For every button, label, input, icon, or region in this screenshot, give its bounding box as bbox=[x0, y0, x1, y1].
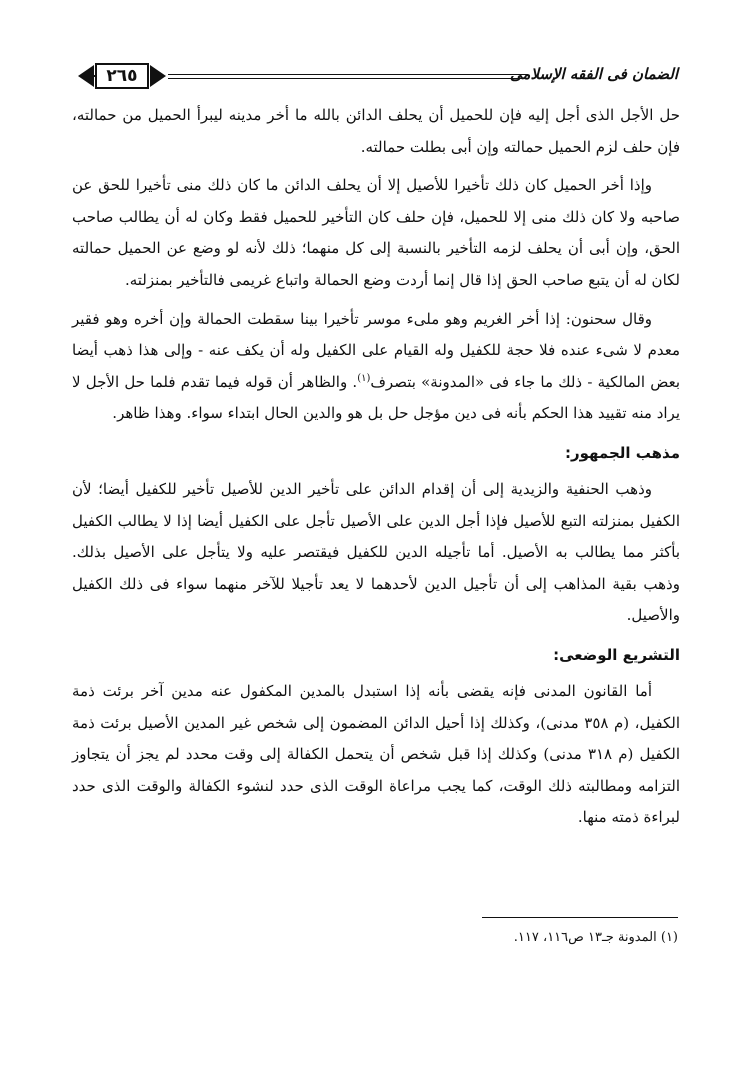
header-rule-secondary bbox=[168, 78, 528, 79]
paragraph: حل الأجل الذى أجل إليه فإن للحميل أن يحلف الدائن بالله ما أخر مدينه ليبرأ الحميل من حمالته، فإن حلف لزم الحميل حمالته وإن أبى بطلت حمالته. bbox=[72, 106, 680, 156]
body-text bbox=[72, 100, 680, 841]
page-number: ٢٦٥ bbox=[106, 66, 138, 86]
page-number-frame bbox=[78, 62, 166, 90]
paragraph: وقال سحنون: إذا أخر الغريم وهو ملىء موسر تأخيرا بينا سقطت الحمالة وإن أخره وهو فقير معدم لا شىء عنده فلا حجة للكفيل وله القيام على الكفيل وله أن يكف عنه - وإلى هذا ذهب أيضا بعض المالكية - ذلك ما جاء فى «المدونة» بتصرف$^{(١)}$. والظاهر أن قوله فيما تقدم فلما حل الأجل لا يراد منه تقييد هذا الحكم بأنه فى دين مؤجل حل بل هو والدين الحال ابتداء سواء. وهذا ظاهر. bbox=[72, 309, 680, 423]
paragraph-continuation: والظاهر أن قوله فيما تقدم فلما حل الأجل لا يراد منه تقييد هذا الحكم بأنه فى دين مؤجل حل بل هو والدين الحال ابتداء سواء. وهذا ظاهر. bbox=[72, 372, 680, 423]
header-title: الضمان فى الفقه الإسلامى bbox=[509, 65, 678, 83]
footnote-divider bbox=[482, 917, 678, 918]
paragraph: أما القانون المدنى فإنه يقضى بأنه إذا استبدل بالمدين المكفول عنه مدين آخر برئت ذمة الكفيل، (م ٣٥٨ مدنى)، وكذلك إذا أحيل الدائن المضمون إلى شخص غير المدين الأصيل برئت ذمة الكفيل (م ٣١٨ مدنى) وكذلك إذا قبل شخص أن يتحمل الكفالة إلى وقت محدد لم يجز أن يتجاوز التزامه ومطالبته ذلك الوقت، كما يجب مراعاة الوقت الذى حدد لنشوء الكفالة والوقت الذى حدد لبراءة ذمته منها. bbox=[72, 681, 681, 827]
paragraph-text: وقال سحنون: إذا أخر الغريم وهو ملىء موسر تأخيرا بينا سقطت الحمالة وإن أخره وهو فقير معدم لا شىء عنده فلا حجة للكفيل وله القيام على الكفيل وله أن يكف عنه - وإلى هذا ذهب أيضا بعض المالكية - ذلك ما جاء فى «المدونة» بتصرف bbox=[72, 309, 680, 391]
header-rule bbox=[168, 74, 528, 75]
footnote: (١) المدونة جـ١٣ ص١١٦، ١١٧. bbox=[513, 930, 678, 945]
paragraph: وإذا أخر الحميل كان ذلك تأخيرا للأصيل إلا أن يحلف الدائن ما كان ذلك منى تأخيرا للحق عن صاحبه ولا كان ذلك منى إلا للحميل، فإن حلف كان التأخير للحميل فقط وكان له أن يطالب صاحب الحق، وإن أبى أن يحلف لزمه التأخير بالنسبة إلى كل منهما؛ ذلك لأنه لو وضع عن الحميل حمالته لكان له أن يتبع صاحب الحق إذا قال إنما أردت وضع الحمالة واتباع غريمى فالتأخير بمنزلته. bbox=[72, 176, 680, 289]
section-heading: التشريع الوضعى: bbox=[553, 645, 680, 664]
paragraph: وذهب الحنفية والزيدية إلى أن إقدام الدائن على تأخير الدين للأصيل تأخير للكفيل أيضا؛ لأن الكفيل بمنزلته التبع للأصيل فإذا أجل الدين على الأصيل تأجل على الكفيل أيضا إذا لا يطالب الكفيل بأكثر مما يطالب به الأصيل. أما تأجيله الدين للكفيل فيقتصر عليه ولا يتأجل على الأصيل بذلك. وذهب بقية المذاهب إلى أن تأجيل الدين لأحدهما لا يعد تأجيلا للآخر منهما سواء فى ذلك الكفيل والأصيل. bbox=[72, 479, 680, 625]
section-heading: مذهب الجمهور: bbox=[564, 443, 680, 462]
footnote-reference[interactable]: (١) bbox=[357, 372, 371, 384]
running-header bbox=[78, 62, 678, 98]
